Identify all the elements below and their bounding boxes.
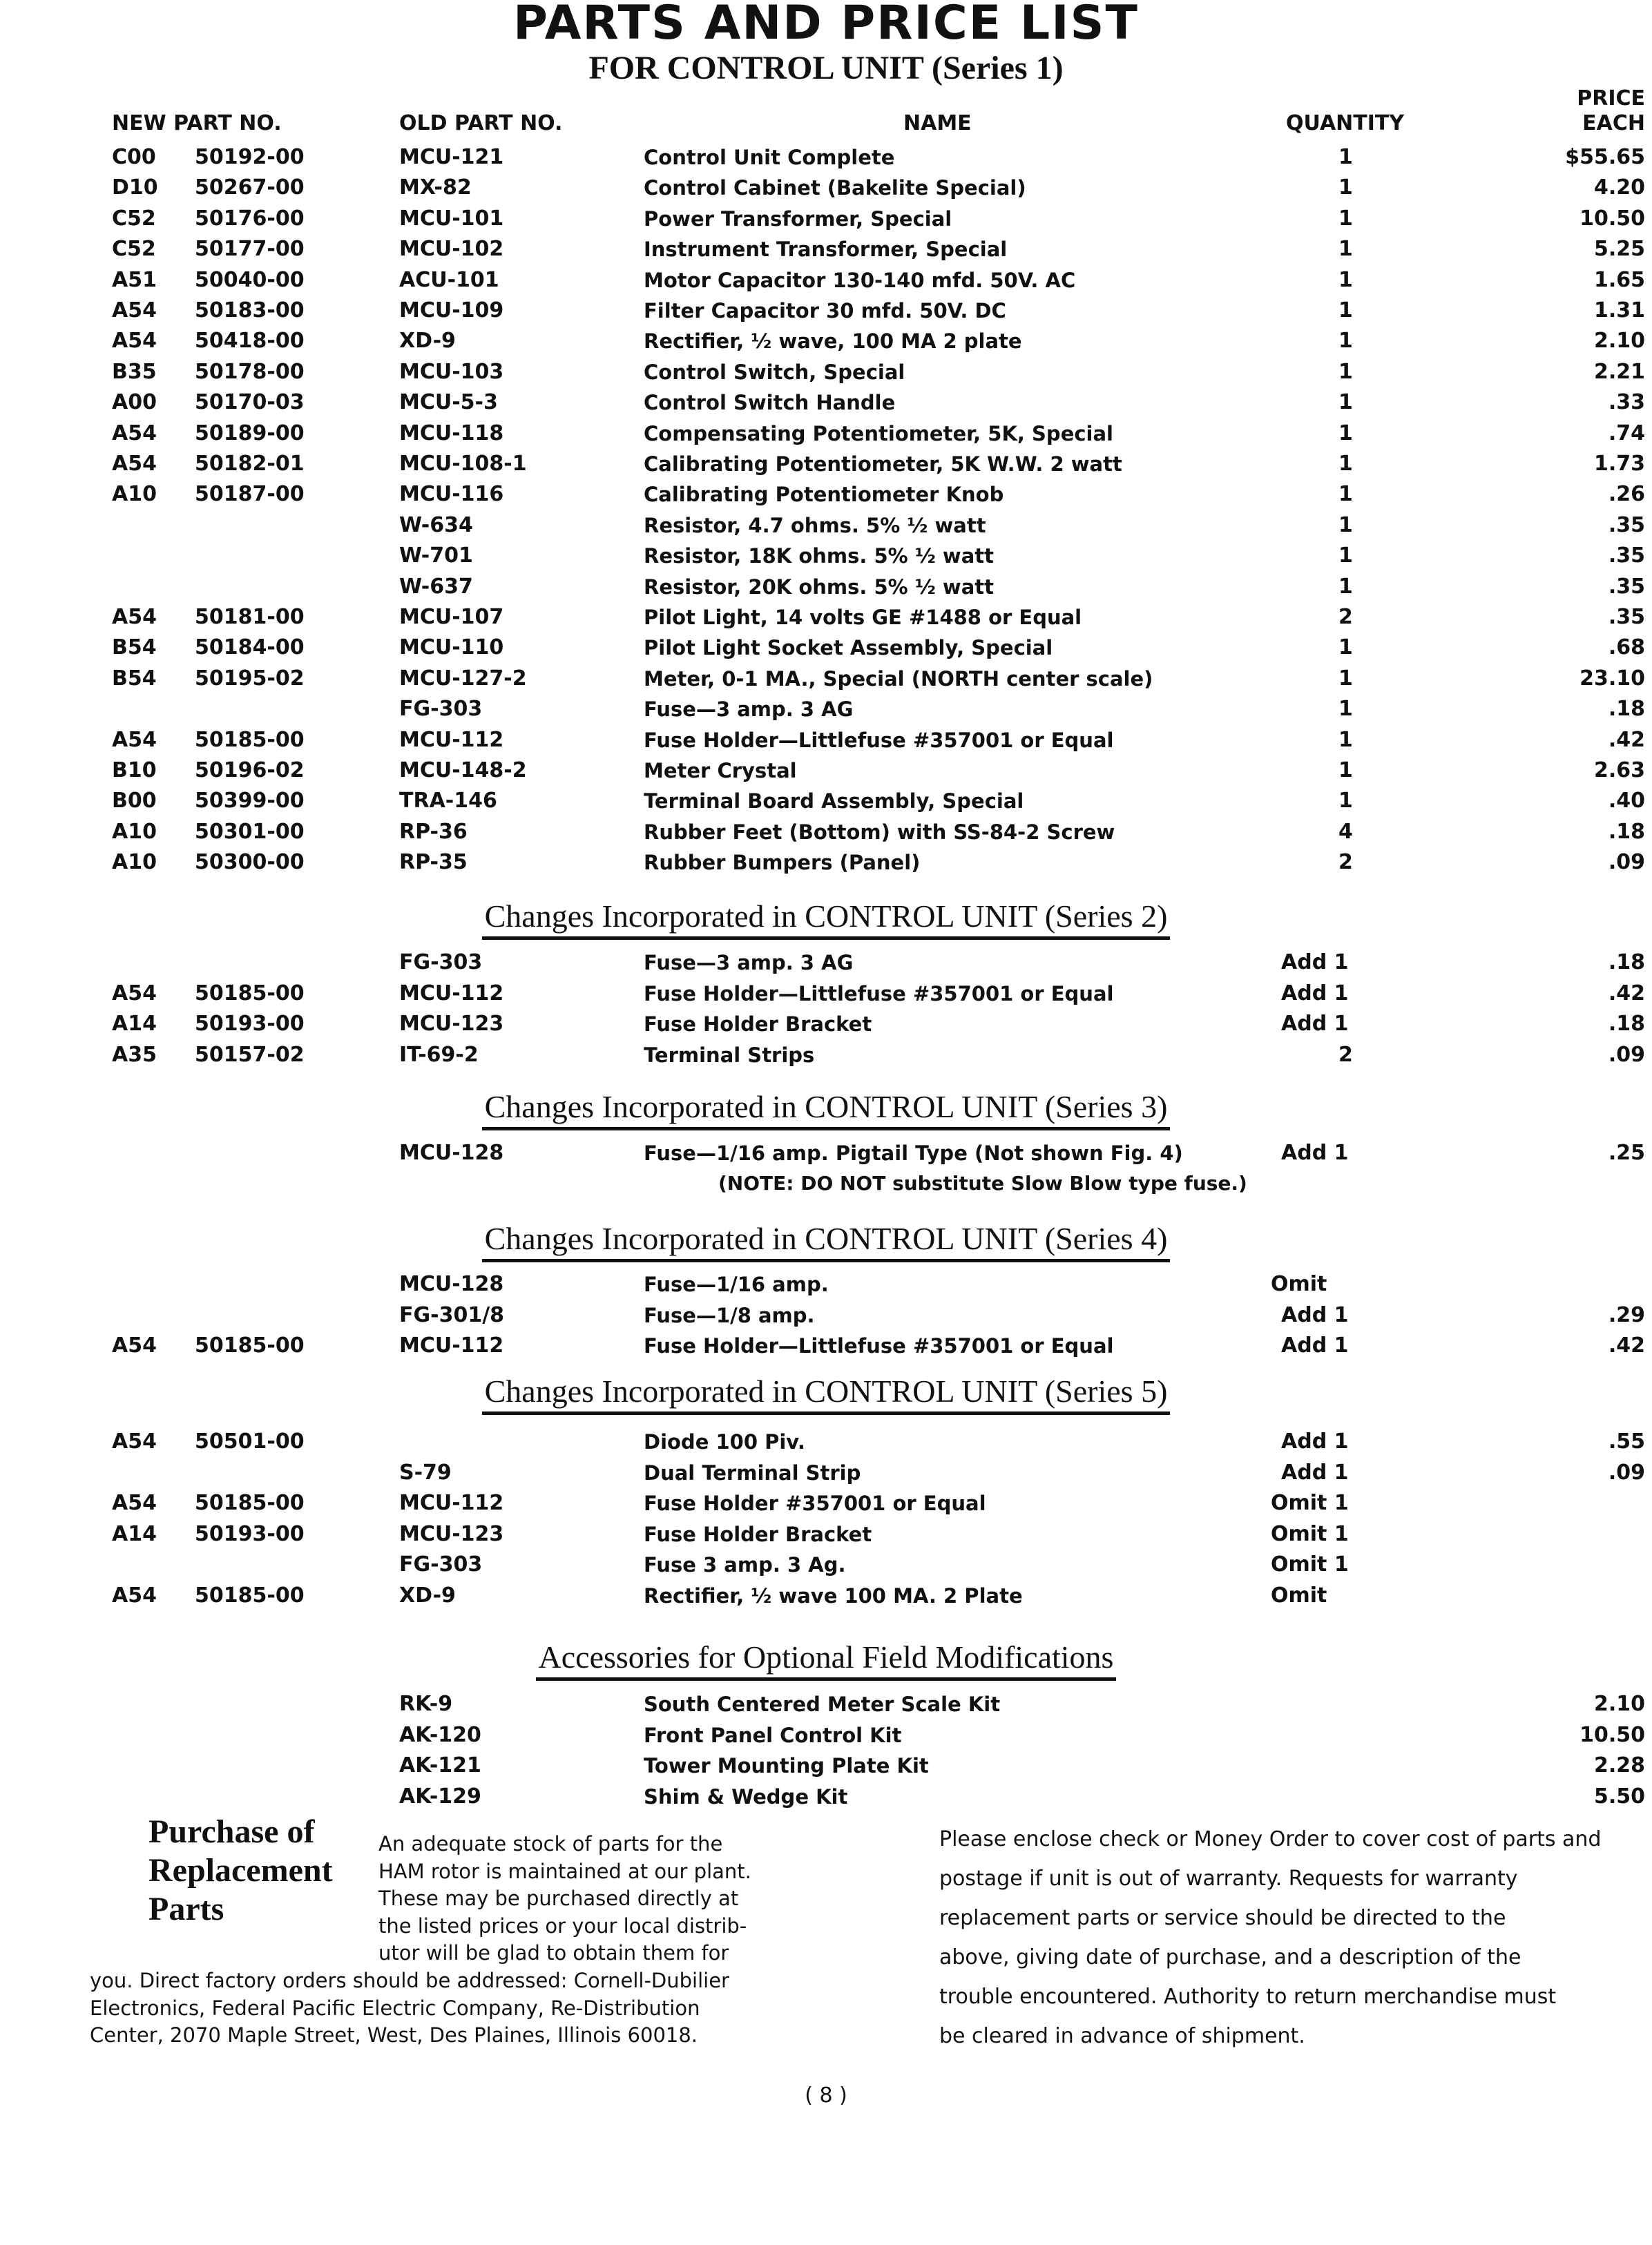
table-row — [0, 1300, 1652, 1331]
old-part-number: XD-9 — [399, 329, 456, 354]
quantity: 1 — [1338, 359, 1353, 384]
part-name: Front Panel Control Kit — [644, 1723, 902, 1747]
part-name: Calibrating Potentiometer Knob — [644, 483, 1004, 507]
quantity: 2 — [1338, 1042, 1353, 1067]
new-part-code: B54 — [112, 666, 157, 691]
new-part-code: B54 — [112, 635, 157, 660]
old-part-number: MCU-5-3 — [399, 390, 498, 415]
column-header-old-part-no: OLD PART NO. — [399, 111, 563, 135]
old-part-number: MCU-109 — [399, 298, 504, 322]
table-row — [0, 633, 1652, 663]
part-name: Rectifier, ½ wave, 100 MA 2 plate — [644, 329, 1022, 354]
new-part-code: A54 — [112, 329, 157, 354]
new-part-code: A10 — [112, 482, 157, 507]
old-part-number: W-634 — [399, 512, 473, 537]
price-each: .18 — [1608, 697, 1645, 722]
purchase-heading — [148, 1813, 369, 1929]
old-part-number: MCU-123 — [399, 1012, 504, 1036]
new-part-code: A54 — [112, 1583, 157, 1608]
table-row — [0, 1782, 1652, 1812]
table-row — [0, 1138, 1652, 1168]
part-number: 50184-00 — [195, 635, 305, 660]
part-name: Terminal Strips — [644, 1043, 815, 1067]
part-number: 50185-00 — [195, 1491, 305, 1515]
part-number: 50193-00 — [195, 1012, 305, 1036]
part-name: Fuse—3 amp. 3 AG — [644, 697, 854, 722]
table-row — [0, 449, 1652, 479]
purchase-heading-line2: Replacement — [148, 1852, 333, 1889]
new-part-code: A54 — [112, 981, 157, 1005]
new-part-code: A35 — [112, 1042, 157, 1067]
old-part-number: MCU-121 — [399, 145, 504, 169]
part-name: Rectifier, ½ wave 100 MA. 2 Plate — [644, 1583, 1023, 1608]
quantity: Add 1 — [1281, 1141, 1349, 1165]
table-row — [0, 510, 1652, 541]
section-heading-series4 — [0, 1220, 1652, 1262]
price-each: 4.20 — [1593, 175, 1645, 200]
table-row — [0, 572, 1652, 602]
part-number: 50399-00 — [195, 789, 305, 813]
part-number: 50177-00 — [195, 237, 305, 262]
table-row — [0, 602, 1652, 633]
price-each: 1.65 — [1593, 267, 1645, 292]
quantity: Add 1 — [1281, 981, 1349, 1005]
purchase-right-line: be cleared in advance of shipment. — [939, 2024, 1305, 2048]
new-part-code: A54 — [112, 605, 157, 629]
old-part-number: MCU-118 — [399, 421, 504, 445]
old-part-number: ACU-101 — [399, 267, 499, 292]
part-name: Resistor, 20K ohms. 5% ½ watt — [644, 575, 995, 599]
part-number: 50176-00 — [195, 206, 305, 231]
old-part-number: FG-303 — [399, 697, 483, 722]
price-each: .09 — [1608, 1460, 1645, 1485]
new-part-code: A54 — [112, 727, 157, 752]
part-name: Control Cabinet (Bakelite Special) — [644, 176, 1026, 200]
part-name: Pilot Light Socket Assembly, Special — [644, 636, 1053, 660]
table-row — [0, 326, 1652, 356]
part-name: Motor Capacitor 130-140 mfd. 50V. AC — [644, 268, 1076, 292]
table-row — [0, 755, 1652, 786]
part-number: 50196-02 — [195, 758, 305, 782]
section-heading-accessories-text: Accessories for Optional Field Modifications — [536, 1639, 1117, 1681]
column-header-name: NAME — [903, 111, 972, 135]
part-name: Pilot Light, 14 volts GE #1488 or Equal — [644, 606, 1082, 629]
part-number: 50192-00 — [195, 145, 305, 169]
old-part-number: W-701 — [399, 543, 473, 568]
table-row — [0, 1009, 1652, 1039]
page-title: PARTS AND PRICE LIST — [513, 0, 1139, 50]
section-heading-series5 — [0, 1373, 1652, 1415]
table-row — [0, 1040, 1652, 1070]
quantity: 1 — [1338, 298, 1353, 322]
new-part-code: A54 — [112, 298, 157, 322]
part-number: 50157-02 — [195, 1042, 305, 1067]
part-name: Resistor, 18K ohms. 5% ½ watt — [644, 544, 995, 568]
part-name: Terminal Board Assembly, Special — [644, 789, 1024, 813]
part-name: Control Switch, Special — [644, 360, 905, 384]
old-part-number: MCU-112 — [399, 981, 504, 1005]
price-each: .55 — [1608, 1429, 1645, 1454]
section-heading-accessories — [0, 1639, 1652, 1681]
part-name: Control Unit Complete — [644, 146, 895, 169]
price-each: .18 — [1608, 819, 1645, 844]
new-part-code: A14 — [112, 1012, 157, 1036]
old-part-number: MCU-123 — [399, 1521, 504, 1546]
part-number: 50183-00 — [195, 298, 305, 322]
table-row — [0, 234, 1652, 264]
price-each: .74 — [1608, 421, 1645, 445]
quantity: 1 — [1338, 482, 1353, 507]
part-number: 50185-00 — [195, 1333, 305, 1358]
price-each: 1.31 — [1593, 298, 1645, 322]
column-header-quantity: QUANTITY — [1286, 111, 1405, 135]
new-part-code: A14 — [112, 1521, 157, 1546]
old-part-number: MCU-127-2 — [399, 666, 527, 691]
quantity: 2 — [1338, 850, 1353, 875]
quantity: 1 — [1338, 512, 1353, 537]
quantity: 1 — [1338, 175, 1353, 200]
part-number: 50185-00 — [195, 727, 305, 752]
part-name: Fuse 3 amp. 3 Ag. — [644, 1553, 846, 1577]
price-each: .18 — [1608, 950, 1645, 974]
price-each: .25 — [1608, 1141, 1645, 1165]
part-name: South Centered Meter Scale Kit — [644, 1693, 1001, 1716]
part-name: Fuse Holder Bracket — [644, 1012, 872, 1036]
new-part-code: A10 — [112, 819, 157, 844]
table-row — [0, 265, 1652, 296]
quantity: 4 — [1338, 819, 1353, 844]
new-part-code: A54 — [112, 421, 157, 445]
old-part-number: FG-301/8 — [399, 1302, 505, 1327]
price-each: 2.10 — [1593, 329, 1645, 354]
price-each: .33 — [1608, 390, 1645, 415]
quantity: Omit — [1271, 1583, 1327, 1608]
purchase-right-line: Please enclose check or Money Order to cover cost of parts and — [939, 1827, 1602, 1851]
new-part-code: B35 — [112, 359, 157, 384]
part-number: 50178-00 — [195, 359, 305, 384]
part-number: 50301-00 — [195, 819, 305, 844]
table-row — [0, 725, 1652, 755]
purchase-right-line: postage if unit is out of warranty. Requests for warranty — [939, 1867, 1518, 1891]
part-name: Shim & Wedge Kit — [644, 1784, 848, 1809]
table-row — [0, 847, 1652, 878]
price-each: .35 — [1608, 605, 1645, 629]
quantity: 1 — [1338, 452, 1353, 476]
old-part-number: MCU-103 — [399, 359, 504, 384]
part-number: 50170-03 — [195, 390, 305, 415]
table-row — [0, 173, 1652, 203]
section-heading-series2-text: Changes Incorporated in CONTROL UNIT (Series 2) — [482, 898, 1171, 940]
part-name: Filter Capacitor 30 mfd. 50V. DC — [644, 299, 1006, 322]
quantity: 1 — [1338, 543, 1353, 568]
quantity: Add 1 — [1281, 1429, 1349, 1454]
purchase-left-line: you. Direct factory orders should be addressed: Cornell-Dubilier — [90, 1969, 729, 1992]
quantity: 1 — [1338, 390, 1353, 415]
price-each: $55.65 — [1565, 145, 1645, 169]
old-part-number: W-637 — [399, 574, 473, 599]
table-row — [0, 296, 1652, 326]
series3-note: (NOTE: DO NOT substitute Slow Blow type fuse.) — [718, 1172, 1247, 1195]
part-number: 50187-00 — [195, 482, 305, 507]
part-name: Fuse—1/8 amp. — [644, 1303, 815, 1327]
old-part-number: MCU-128 — [399, 1272, 504, 1296]
part-name: Resistor, 4.7 ohms. 5% ½ watt — [644, 513, 986, 537]
quantity: 1 — [1338, 635, 1353, 660]
price-each: 10.50 — [1579, 206, 1645, 231]
part-name: Tower Mounting Plate Kit — [644, 1754, 929, 1777]
part-number: 50189-00 — [195, 421, 305, 445]
part-name: Fuse Holder—Littlefuse #357001 or Equal — [644, 728, 1114, 752]
old-part-number: MCU-112 — [399, 1491, 504, 1515]
old-part-number: AK-129 — [399, 1784, 481, 1809]
price-each: 1.73 — [1593, 452, 1645, 476]
page-number: ( 8 ) — [805, 2083, 847, 2108]
table-row — [0, 947, 1652, 978]
old-part-number: S-79 — [399, 1460, 452, 1485]
table-row — [0, 479, 1652, 510]
purchase-left-line: utor will be glad to obtain them for — [378, 1941, 729, 1965]
old-part-number: MX-82 — [399, 175, 472, 200]
new-part-code: A10 — [112, 850, 157, 875]
price-each: .26 — [1608, 482, 1645, 507]
column-header-price-line1: PRICE — [1577, 86, 1645, 110]
quantity: Omit — [1271, 1272, 1327, 1296]
purchase-right-line: replacement parts or service should be directed to the — [939, 1906, 1506, 1930]
part-name: Instrument Transformer, Special — [644, 238, 1008, 262]
purchase-left-line: An adequate stock of parts for the — [378, 1832, 723, 1856]
part-name: Compensating Potentiometer, 5K, Special — [644, 421, 1113, 445]
price-each: .29 — [1608, 1302, 1645, 1327]
old-part-number: MCU-110 — [399, 635, 504, 660]
purchase-heading-line1: Purchase of — [148, 1813, 315, 1850]
section-heading-series2 — [0, 898, 1652, 940]
part-name: Power Transformer, Special — [644, 206, 952, 231]
old-part-number: MCU-107 — [399, 605, 504, 629]
part-number: 50300-00 — [195, 850, 305, 875]
price-each: 2.28 — [1593, 1753, 1645, 1777]
part-number: 50182-01 — [195, 452, 305, 476]
part-name: Calibrating Potentiometer, 5K W.W. 2 watt — [644, 452, 1122, 476]
section-heading-series4-text: Changes Incorporated in CONTROL UNIT (Series 4) — [482, 1220, 1171, 1262]
price-each: .42 — [1608, 981, 1645, 1005]
purchase-right-paragraph — [939, 1820, 1651, 2056]
part-name: Fuse—1/16 amp. — [644, 1273, 829, 1296]
part-name: Diode 100 Piv. — [644, 1430, 805, 1454]
quantity: 1 — [1338, 421, 1353, 445]
new-part-code: C52 — [112, 237, 156, 262]
table-row — [0, 1689, 1652, 1719]
part-name: Fuse Holder—Littlefuse #357001 or Equal — [644, 1334, 1114, 1358]
quantity: Omit 1 — [1271, 1552, 1349, 1577]
new-part-code: A54 — [112, 1429, 157, 1454]
old-part-number: IT-69-2 — [399, 1042, 479, 1067]
quantity: 1 — [1338, 574, 1353, 599]
table-row — [0, 387, 1652, 418]
part-name: Dual Terminal Strip — [644, 1461, 861, 1485]
old-part-number: MCU-148-2 — [399, 758, 527, 782]
price-each: .42 — [1608, 727, 1645, 752]
quantity: 1 — [1338, 145, 1353, 169]
purchase-left-line: These may be purchased directly at — [378, 1887, 739, 1910]
old-part-number: TRA-146 — [399, 789, 497, 813]
price-each: 2.10 — [1593, 1692, 1645, 1716]
part-name: Fuse—3 amp. 3 AG — [644, 951, 854, 974]
table-row — [0, 418, 1652, 449]
part-name: Fuse Holder #357001 or Equal — [644, 1492, 986, 1515]
price-each: 2.63 — [1593, 758, 1645, 782]
new-part-code: B00 — [112, 789, 157, 813]
new-part-code: A51 — [112, 267, 157, 292]
old-part-number: XD-9 — [399, 1583, 456, 1608]
table-row — [0, 1458, 1652, 1488]
new-part-code: C00 — [112, 145, 156, 169]
old-part-number: RP-36 — [399, 819, 468, 844]
table-row — [0, 357, 1652, 387]
part-name: Rubber Feet (Bottom) with SS-84-2 Screw — [644, 820, 1115, 844]
page-subtitle: FOR CONTROL UNIT (Series 1) — [588, 50, 1064, 86]
part-number: 50181-00 — [195, 605, 305, 629]
old-part-number: FG-303 — [399, 950, 483, 974]
old-part-number: MCU-128 — [399, 1141, 504, 1165]
price-each: 23.10 — [1579, 666, 1645, 691]
quantity: 1 — [1338, 267, 1353, 292]
old-part-number: MCU-112 — [399, 1333, 504, 1358]
purchase-left-line: the listed prices or your local distrib- — [378, 1914, 747, 1938]
new-part-code: D10 — [112, 175, 158, 200]
quantity: 1 — [1338, 329, 1353, 354]
old-part-number: RP-35 — [399, 850, 468, 875]
part-name: Rubber Bumpers (Panel) — [644, 851, 921, 875]
new-part-code: C52 — [112, 206, 156, 231]
old-part-number: MCU-116 — [399, 482, 504, 507]
table-row — [0, 1751, 1652, 1781]
column-header-price-line2: EACH — [1582, 111, 1645, 135]
table-row — [0, 142, 1652, 173]
price-each: .35 — [1608, 574, 1645, 599]
part-name: Meter, 0-1 MA., Special (NORTH center scale) — [644, 666, 1153, 691]
new-part-code: A54 — [112, 1491, 157, 1515]
purchase-right-line: above, giving date of purchase, and a description of the — [939, 1945, 1521, 1969]
quantity: Add 1 — [1281, 1302, 1349, 1327]
purchase-left-line: HAM rotor is maintained at our plant. — [378, 1859, 751, 1883]
quantity: Omit 1 — [1271, 1521, 1349, 1546]
new-part-code: A54 — [112, 1333, 157, 1358]
column-header-new-part-no: NEW PART NO. — [112, 111, 282, 135]
old-part-number: MCU-102 — [399, 237, 504, 262]
old-part-number: FG-303 — [399, 1552, 483, 1577]
table-row — [0, 786, 1652, 816]
table-row — [0, 1269, 1652, 1300]
part-name: Fuse Holder—Littlefuse #357001 or Equal — [644, 981, 1114, 1005]
part-number: 50040-00 — [195, 267, 305, 292]
price-each: .40 — [1608, 789, 1645, 813]
price-each: 5.50 — [1593, 1784, 1645, 1809]
purchase-left-line: Electronics, Federal Pacific Electric Company, Re-Distribution — [90, 1996, 700, 2020]
table-row — [0, 204, 1652, 234]
purchase-left-line: Center, 2070 Maple Street, West, Des Plaines, Illinois 60018. — [90, 2023, 698, 2047]
part-name: Meter Crystal — [644, 759, 797, 782]
part-name: Control Switch Handle — [644, 391, 896, 415]
table-row — [0, 1550, 1652, 1580]
quantity: Omit 1 — [1271, 1491, 1349, 1515]
part-name: Fuse—1/16 amp. Pigtail Type (Not shown Fig. 4) — [644, 1141, 1183, 1165]
price-each: .35 — [1608, 543, 1645, 568]
table-row — [0, 1427, 1652, 1457]
table-row — [0, 817, 1652, 847]
quantity: 1 — [1338, 206, 1353, 231]
price-each: .18 — [1608, 1012, 1645, 1036]
price-each: 10.50 — [1579, 1722, 1645, 1747]
part-number: 50185-00 — [195, 981, 305, 1005]
table-row — [0, 694, 1652, 724]
section-heading-series5-text: Changes Incorporated in CONTROL UNIT (Series 5) — [482, 1373, 1171, 1415]
old-part-number: MCU-112 — [399, 727, 504, 752]
section-heading-series3-text: Changes Incorporated in CONTROL UNIT (Series 3) — [482, 1088, 1171, 1130]
part-number: 50185-00 — [195, 1583, 305, 1608]
part-number: 50418-00 — [195, 329, 305, 354]
old-part-number: MCU-101 — [399, 206, 504, 231]
table-row — [0, 541, 1652, 571]
price-each: .42 — [1608, 1333, 1645, 1358]
quantity: Add 1 — [1281, 1012, 1349, 1036]
table-row — [0, 1581, 1652, 1611]
price-each: .09 — [1608, 1042, 1645, 1067]
price-each: 2.21 — [1593, 359, 1645, 384]
old-part-number: AK-120 — [399, 1722, 481, 1747]
quantity: Add 1 — [1281, 1333, 1349, 1358]
price-each: .35 — [1608, 512, 1645, 537]
table-row — [0, 1720, 1652, 1751]
part-number: 50193-00 — [195, 1521, 305, 1546]
old-part-number: RK-9 — [399, 1692, 453, 1716]
part-number: 50195-02 — [195, 666, 305, 691]
new-part-code: B10 — [112, 758, 157, 782]
quantity: 1 — [1338, 237, 1353, 262]
quantity: 2 — [1338, 605, 1353, 629]
part-number: 50501-00 — [195, 1429, 305, 1454]
old-part-number: MCU-108-1 — [399, 452, 527, 476]
new-part-code: A54 — [112, 452, 157, 476]
purchase-heading-line3: Parts — [148, 1891, 224, 1927]
quantity: Add 1 — [1281, 1460, 1349, 1485]
new-part-code: A00 — [112, 390, 157, 415]
table-row — [0, 1331, 1652, 1361]
price-each: .68 — [1608, 635, 1645, 660]
table-row — [0, 1488, 1652, 1519]
quantity: 1 — [1338, 727, 1353, 752]
quantity: 1 — [1338, 697, 1353, 722]
table-row — [0, 979, 1652, 1009]
part-name: Fuse Holder Bracket — [644, 1522, 872, 1546]
table-row — [0, 1519, 1652, 1550]
price-each: 5.25 — [1593, 237, 1645, 262]
part-number: 50267-00 — [195, 175, 305, 200]
old-part-number: AK-121 — [399, 1753, 481, 1777]
quantity: 1 — [1338, 789, 1353, 813]
quantity: Add 1 — [1281, 950, 1349, 974]
table-row — [0, 664, 1652, 694]
quantity: 1 — [1338, 758, 1353, 782]
purchase-right-line: trouble encountered. Authority to return merchandise must — [939, 1985, 1557, 2009]
price-each: .09 — [1608, 850, 1645, 875]
quantity: 1 — [1338, 666, 1353, 691]
section-heading-series3 — [0, 1088, 1652, 1130]
